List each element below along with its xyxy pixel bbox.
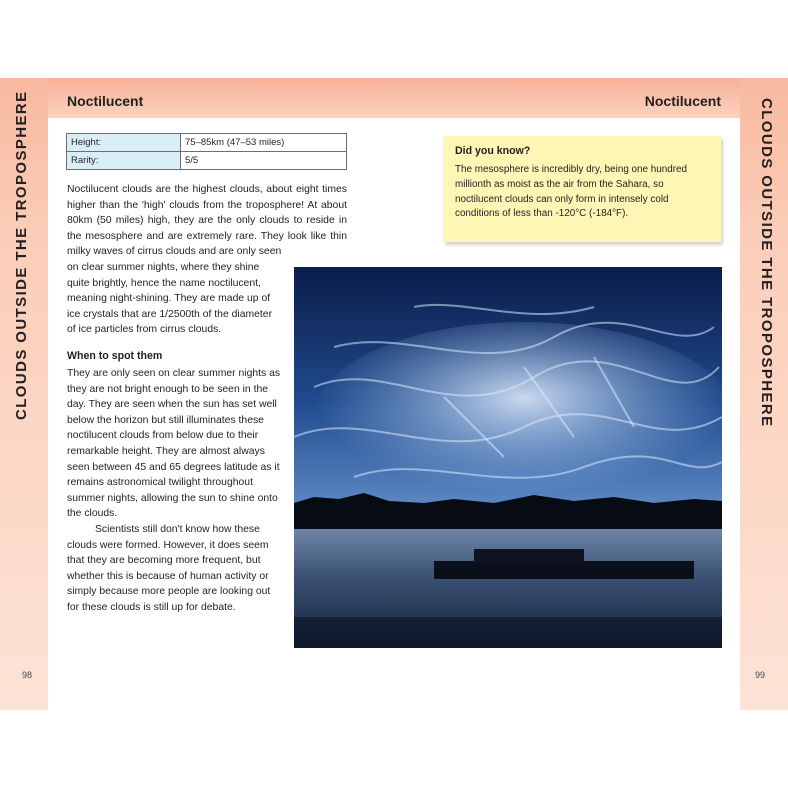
spot-paragraph-1: They are only seen on clear summer nights as they are not bright enough to be seen in the day. They are seen when the sun has set well below the horizon but still illuminates these noctilucent clouds from below due to their remarkable height. They are almost always seen between 45 and 65 degrees latitude as it remains astronomical twilight throughout summer nights, allowing the sun to shine onto the clouds.	[67, 368, 281, 520]
intro-paragraph-continued: on clear summer nights, where they shine quite brightly, hence the name noctilucent, meaning night-shining. They are made up of ice crystals that are 1/2500th of the diameter of ice particles from cirrus clouds.	[67, 262, 273, 336]
callout-text: The mesosphere is incredibly dry, being one hundred millionth as moist as the air from the Sahara, so noctilucent clouds can only form in intensely cold conditions of less than -120°C (-184°F).	[455, 164, 688, 220]
right-page-number: 99	[755, 670, 766, 680]
left-header-band	[0, 78, 394, 118]
spot-paragraph-2: Scientists still don't know how these clouds were formed. However, it does seem that they are becoming more frequent, but whether this is because of human activity or simply because more people are looking out for these clouds is still up for debate.	[67, 523, 271, 613]
left-page-number: 98	[22, 670, 33, 680]
book-spread	[0, 78, 788, 710]
noctilucent-clouds-photo	[294, 267, 722, 648]
table-row	[67, 134, 347, 152]
table-row	[67, 152, 347, 170]
rarity-value: 5/5	[181, 152, 347, 170]
facts-table	[66, 133, 347, 170]
rarity-label: Rarity:	[67, 152, 181, 170]
height-label: Height:	[67, 134, 181, 152]
did-you-know-box	[443, 136, 721, 242]
callout-title: Did you know?	[455, 145, 531, 157]
left-chapter-title: CLOUDS OUTSIDE THE TROPOSPHERE	[13, 90, 30, 420]
when-to-spot-text	[67, 366, 281, 616]
right-header-band	[394, 78, 788, 118]
left-page-header: Noctilucent	[67, 93, 144, 109]
right-chapter-title: CLOUDS OUTSIDE THE TROPOSPHERE	[758, 98, 775, 428]
intro-paragraph: Noctilucent clouds are the highest clouds, about eight times higher than the 'high' clouds from the troposphere! At about 80km (50 miles) high, they are the only clouds to reside in the mesosphere and are extremely rare. They look like thin milky waves of cirrus clouds and are only seen	[67, 184, 347, 258]
height-value: 75–85km (47–53 miles)	[181, 134, 347, 152]
when-to-spot-heading: When to spot them	[67, 350, 163, 362]
right-page-header: Noctilucent	[644, 93, 721, 109]
